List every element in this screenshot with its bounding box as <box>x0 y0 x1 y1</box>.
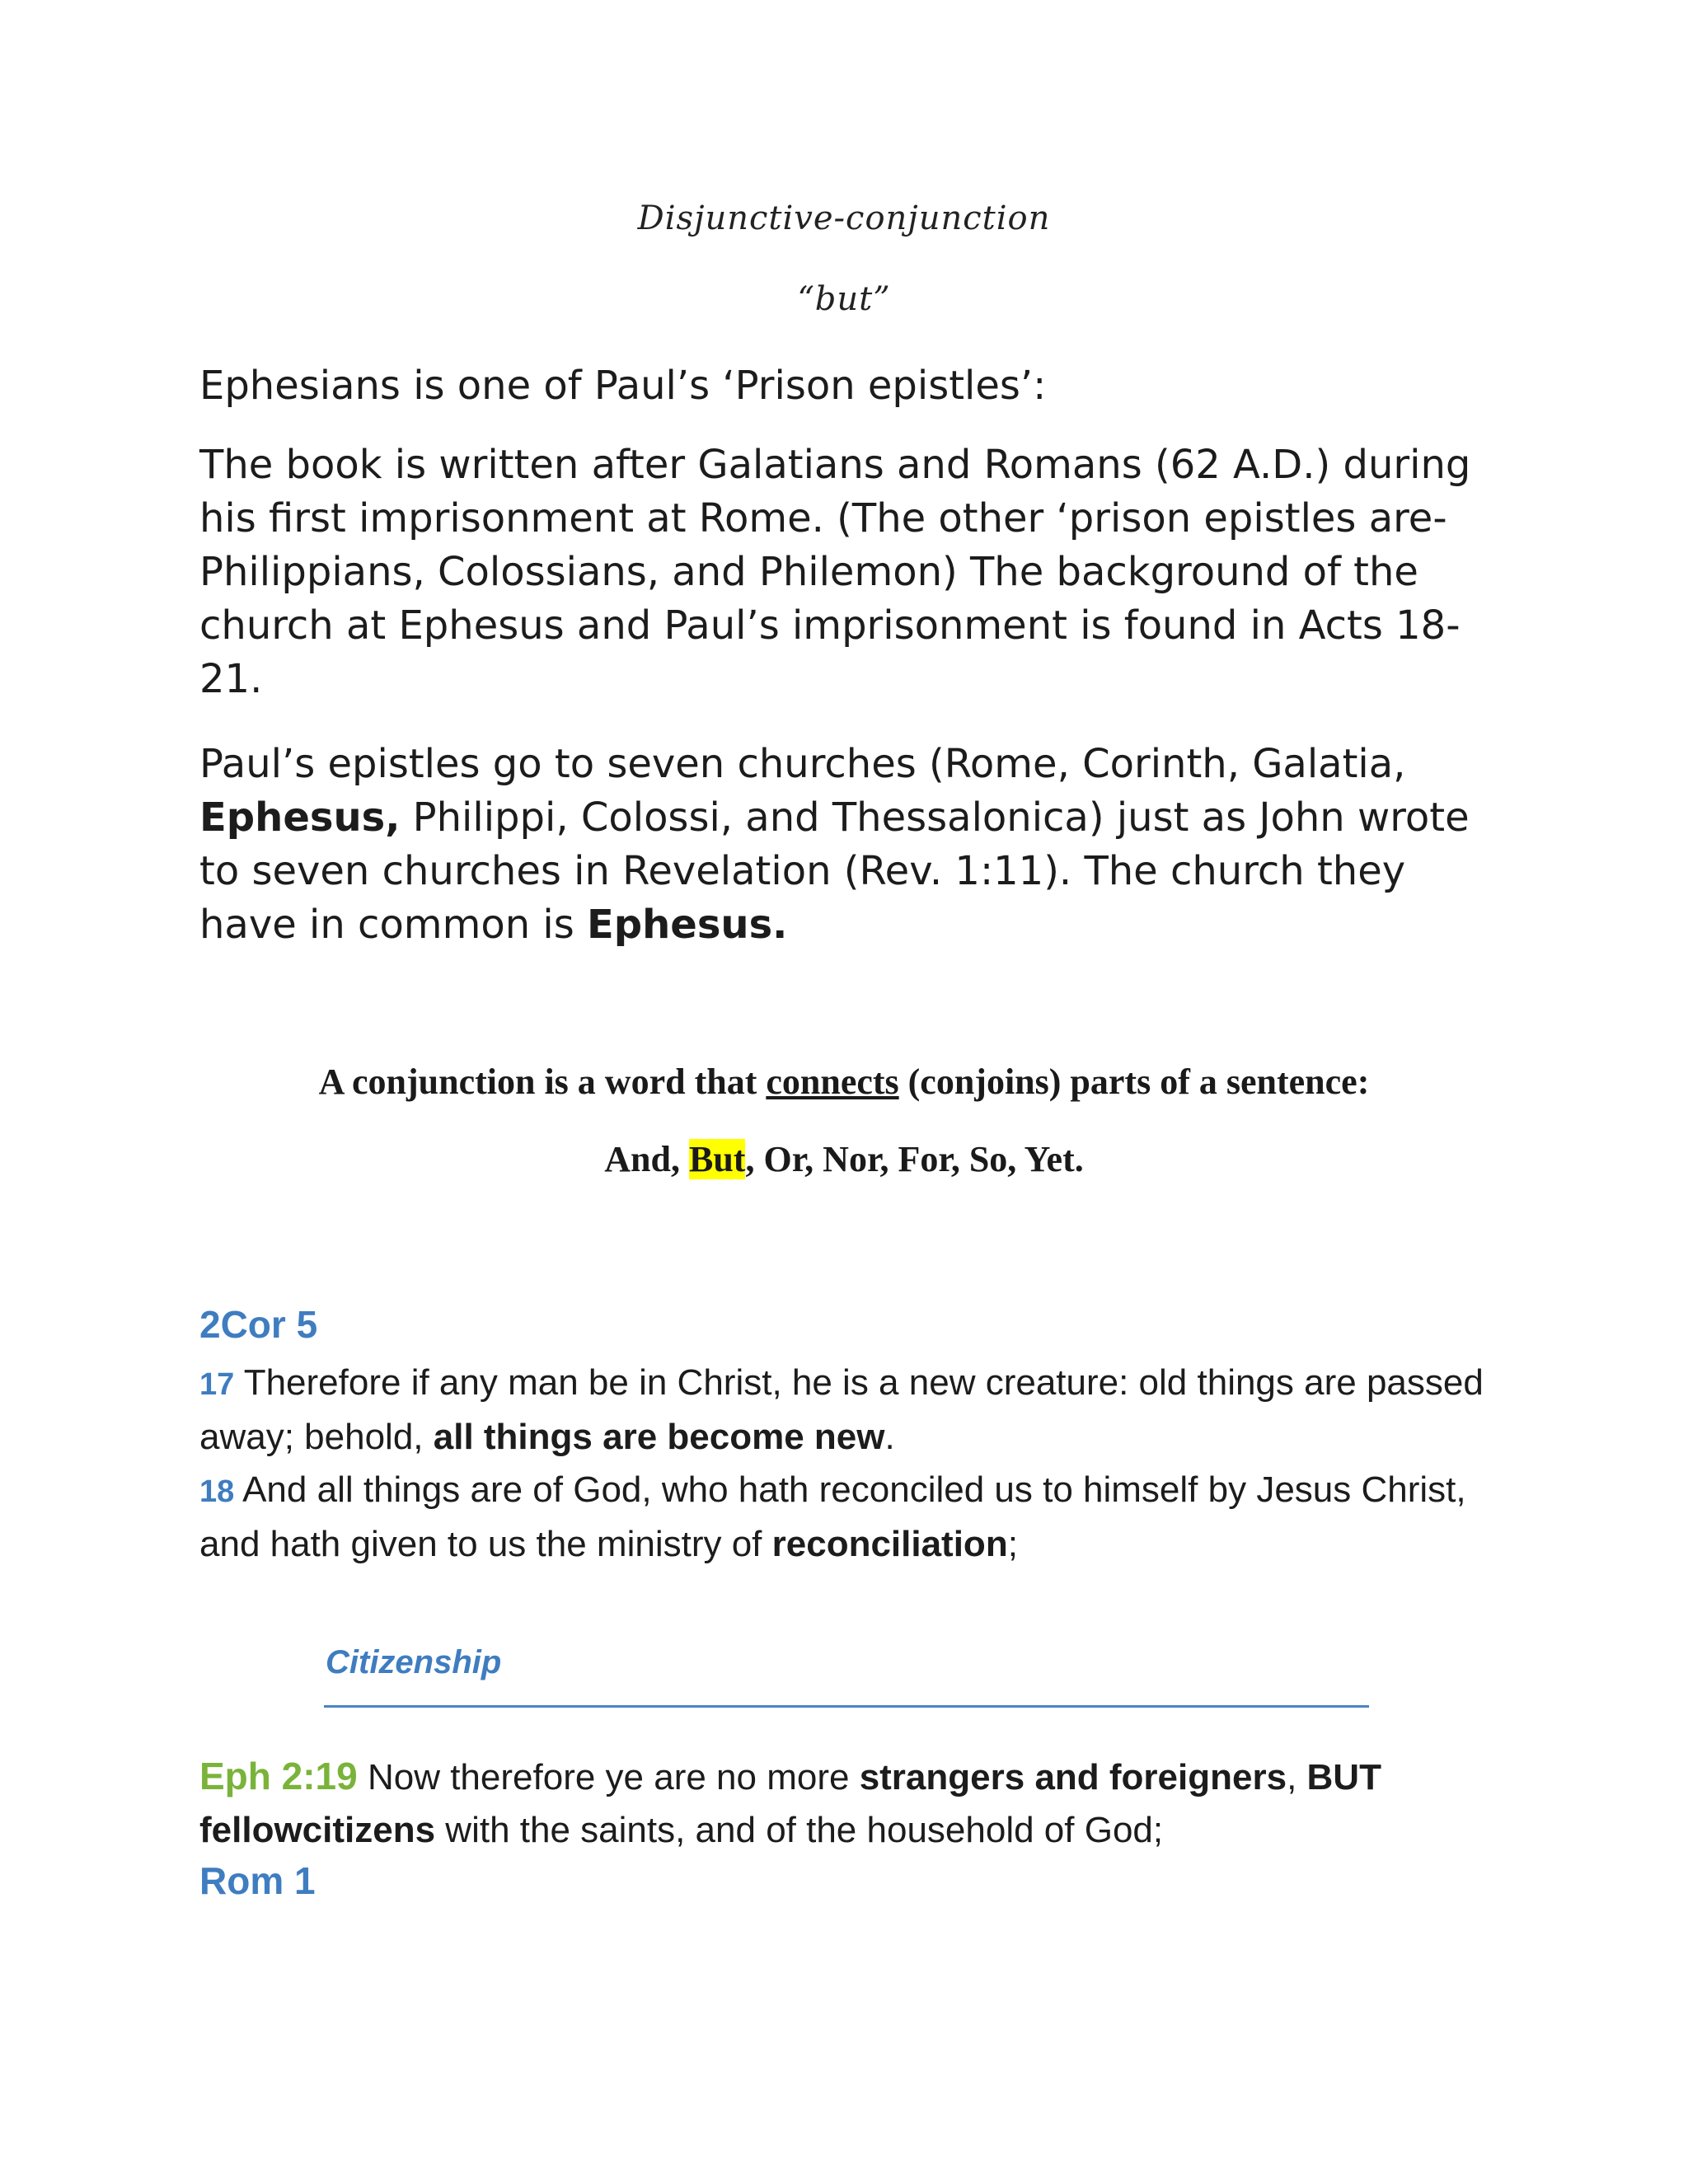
churches-text-1: Paul’s epistles go to seven churches (Rome, Corinth, Galatia, <box>199 741 1406 787</box>
verse-text-end: . <box>884 1417 895 1457</box>
citizenship-divider <box>324 1705 1369 1708</box>
conj-list-text-2: , Or, Nor, For, So, Yet. <box>745 1139 1084 1179</box>
verse-18 <box>199 1464 1485 1571</box>
conj-def-underlined: connects <box>766 1062 899 1102</box>
eph-text-3: with the saints, and of the household of God; <box>435 1810 1164 1850</box>
conj-def-text-1: A conjunction is a word that <box>318 1062 767 1102</box>
conj-list-text-1: And, <box>604 1139 689 1179</box>
verse-number: 18 <box>199 1474 235 1509</box>
eph-bold-1: strangers and foreigners <box>859 1757 1287 1797</box>
eph-verse <box>199 1750 1485 1857</box>
document-subtitle: “but” <box>797 280 891 318</box>
conjunction-list <box>0 1138 1688 1180</box>
eph-reference: Eph 2:19 <box>199 1755 358 1797</box>
conj-list-highlight: But <box>688 1139 746 1179</box>
eph-text-1: Now therefore ye are no more <box>357 1757 860 1797</box>
verse-number: 17 <box>199 1367 235 1402</box>
churches-paragraph <box>199 738 1485 952</box>
churches-text-2: Philippi, Colossi, and Thessalonica) just as John wrote to seven churches in Revelation (Rev. 1:11). The church they have in common is <box>199 794 1470 948</box>
eph-text-2: , <box>1287 1757 1307 1797</box>
cor-heading: 2Cor 5 <box>199 1303 318 1346</box>
book-paragraph: The book is written after Galatians and Romans (62 A.D.) during his first imprisonment at Rome. (The other ‘prison epistles are-Philippians, Colossians, and Philemon) The background of the church at Ephesus and Paul’s imprisonment is found in Acts 18-21. <box>199 442 1471 702</box>
document-title: Disjunctive-conjunction <box>637 199 1051 237</box>
verse-text-end: ; <box>1007 1524 1018 1564</box>
verse-17 <box>199 1357 1485 1464</box>
citizenship-heading: Citizenship <box>326 1644 502 1680</box>
churches-bold-ephesus-end: Ephesus. <box>586 902 788 948</box>
eph-bold-2: BUT fellowcitizens <box>199 1757 1381 1850</box>
verse-text: Therefore if any man be in Christ, he is a new creature: old things are passed away; behold, <box>199 1362 1484 1457</box>
conjunction-definition <box>0 1061 1688 1103</box>
churches-bold-ephesus: Ephesus, <box>199 794 401 841</box>
verse-bold: all things are become new <box>433 1417 885 1457</box>
intro-paragraph: Ephesians is one of Paul’s ‘Prison epistles’: <box>199 363 1047 409</box>
verse-text: And all things are of God, who hath reconciled us to himself by Jesus Christ, and hath given to us the ministry of <box>199 1469 1466 1564</box>
rom-heading: Rom 1 <box>199 1859 316 1902</box>
conj-def-text-2: (conjoins) parts of a sentence: <box>898 1062 1370 1102</box>
verse-bold: reconciliation <box>771 1524 1008 1564</box>
